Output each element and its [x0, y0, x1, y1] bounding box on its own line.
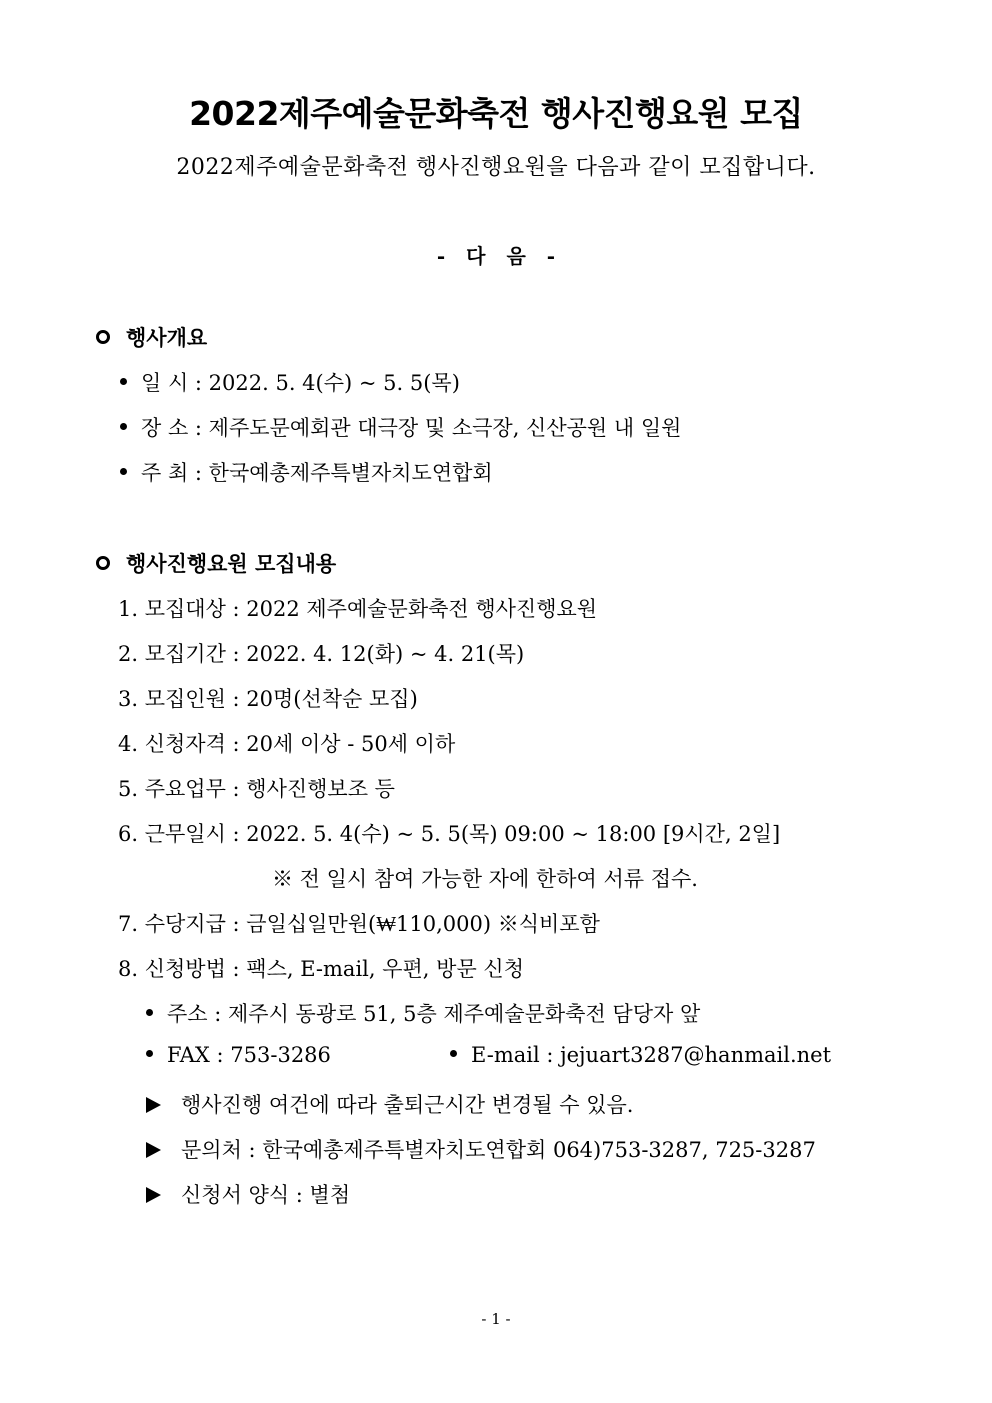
notice-text: 문의처 : 한국예총제주특별자치도연합회 064)753-3287, 725-3287 — [181, 1138, 816, 1162]
fax-line — [146, 1043, 331, 1067]
bullet-dot-icon — [146, 1009, 153, 1016]
address-text: 주소 : 제주시 동광로 51, 5층 제주예술문화축전 담당자 앞 — [167, 1002, 701, 1026]
section-heading-label: 행사개요 — [126, 325, 208, 350]
section-heading-overview — [96, 322, 207, 352]
document-subtitle: 2022제주예술문화축전 행사진행요원을 다음과 같이 모집합니다. — [176, 155, 816, 180]
notice-line — [146, 1089, 633, 1119]
bullet-dot-icon — [146, 1050, 153, 1057]
list-item: 8. 신청방법 : 팩스, E-mail, 우편, 방문 신청 — [118, 957, 524, 981]
list-item: 7. 수당지급 : 금일십일만원(₩110,000) ※식비포함 — [118, 912, 600, 936]
notice-line — [146, 1134, 816, 1164]
list-item: 5. 주요업무 : 행사진행보조 등 — [118, 777, 395, 801]
email-line — [450, 1043, 831, 1067]
bullet-dot-icon — [120, 378, 127, 385]
circle-bullet-icon — [96, 556, 110, 570]
list-item: 1. 모집대상 : 2022 제주예술문화축전 행사진행요원 — [118, 597, 598, 621]
list-item-text: 장 소 : 제주도문예회관 대극장 및 소극장, 신산공원 내 일원 — [141, 416, 682, 440]
email-text: E-mail : jejuart3287@hanmail.net — [471, 1043, 832, 1067]
bullet-dot-icon — [120, 423, 127, 430]
divider-label: - 다 음 - — [436, 244, 556, 268]
list-item-text: 일 시 : 2022. 5. 4(수) ~ 5. 5(목) — [141, 371, 460, 395]
section-heading-recruitment — [96, 548, 336, 578]
circle-bullet-icon — [96, 330, 110, 344]
bullet-dot-icon — [450, 1050, 457, 1057]
page-number: - 1 - — [481, 1310, 511, 1328]
list-item: 3. 모집인원 : 20명(선착순 모집) — [118, 687, 418, 711]
notice-text: 신청서 양식 : 별첨 — [181, 1183, 351, 1207]
notice-text: 행사진행 여건에 따라 출퇴근시간 변경될 수 있음. — [181, 1093, 634, 1117]
triangle-bullet-icon — [146, 1142, 161, 1158]
list-item: 6. 근무일시 : 2022. 5. 4(수) ~ 5. 5(목) 09:00 ~ 18:00 [9시간, 2일] — [118, 822, 781, 846]
list-item-text: 주 최 : 한국예총제주특별자치도연합회 — [141, 461, 493, 485]
list-item: 4. 신청자격 : 20세 이상 - 50세 이하 — [118, 732, 456, 756]
triangle-bullet-icon — [146, 1097, 161, 1113]
list-item: 2. 모집기간 : 2022. 4. 12(화) ~ 4. 21(목) — [118, 642, 525, 666]
fax-text: FAX : 753-3286 — [167, 1043, 331, 1067]
triangle-bullet-icon — [146, 1187, 161, 1203]
note-text: ※ 전 일시 참여 가능한 자에 한하여 서류 접수. — [272, 867, 698, 891]
notice-line — [146, 1179, 350, 1209]
bullet-dot-icon — [120, 468, 127, 475]
list-item — [120, 457, 493, 487]
list-item — [120, 412, 681, 442]
list-item — [120, 367, 460, 397]
document-title: 2022제주예술문화축전 행사진행요원 모집 — [189, 94, 803, 133]
address-line — [146, 998, 700, 1028]
section-heading-label: 행사진행요원 모집내용 — [126, 551, 337, 576]
